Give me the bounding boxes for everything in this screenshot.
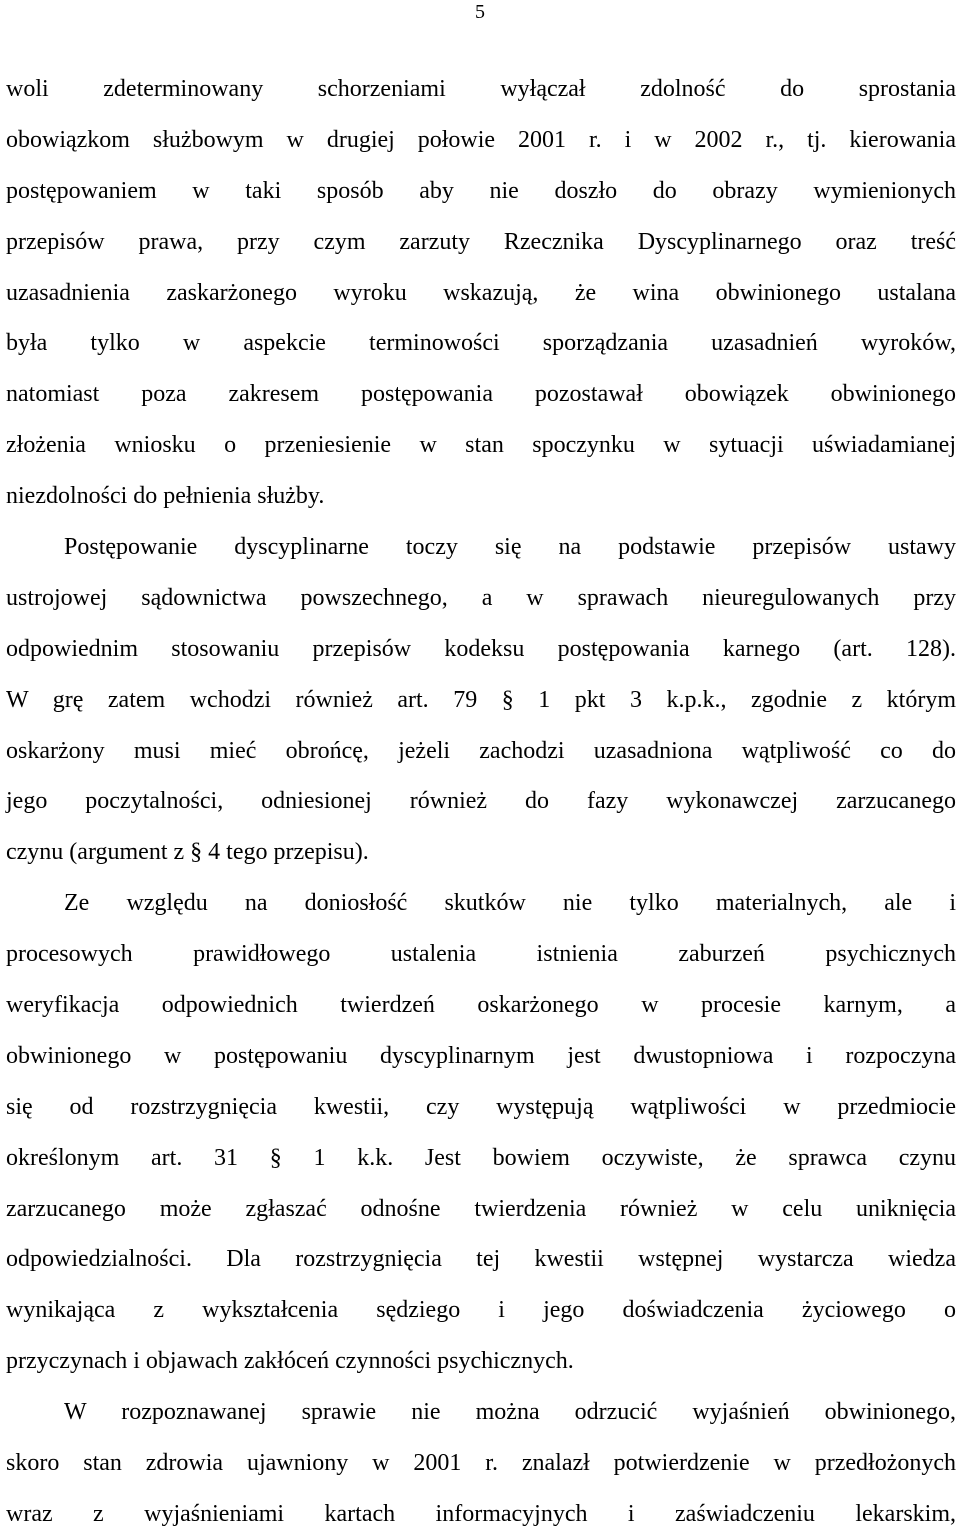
text-line: zarzucanego może zgłaszać odnośne twierdzenia również w celu uniknięcia (6, 1195, 956, 1222)
text-line: postępowaniem w taki sposób aby nie doszło do obrazy wymienionych (6, 177, 956, 204)
text-line: W rozpoznawanej sprawie nie można odrzucić wyjaśnień obwinionego, (64, 1399, 956, 1426)
text-line: woli zdeterminowany schorzeniami wyłączał zdolność do sprostania (6, 76, 956, 102)
text-line: wynikająca z wykształcenia sędziego i jego doświadczenia życiowego o (6, 1297, 956, 1324)
text-line: odpowiednim stosowaniu przepisów kodeksu postępowania karnego (art. 128). (6, 635, 956, 662)
text-line: natomiast poza zakresem postępowania pozostawał obowiązek obwinionego (6, 381, 956, 408)
text-line: czynu (argument z § 4 tego przepisu). (6, 839, 369, 866)
text-line: obowiązkom służbowym w drugiej połowie 2001 r. i w 2002 r., tj. kierowania (6, 126, 956, 153)
text-line: weryfikacja odpowiednich twierdzeń oskarżonego w procesie karnym, a (6, 992, 956, 1019)
text-line: obwinionego w postępowaniu dyscyplinarnym jest dwustopniowa i rozpoczyna (6, 1042, 956, 1069)
text-line: złożenia wniosku o przeniesienie w stan spoczynku w sytuacji uświadamianej (6, 432, 956, 459)
text-line: procesowych prawidłowego ustalenia istnienia zaburzeń psychicznych (6, 941, 956, 968)
text-line: uzasadnienia zaskarżonego wyroku wskazują, że wina obwinionego ustalana (6, 279, 956, 306)
text-line: przepisów prawa, przy czym zarzuty Rzecznika Dyscyplinarnego oraz treść (6, 228, 956, 255)
text-line: Postępowanie dyscyplinarne toczy się na podstawie przepisów ustawy (64, 534, 956, 561)
page-number: 5 (475, 1, 485, 23)
text-line: przyczynach i objawach zakłóceń czynności psychicznych. (6, 1348, 574, 1375)
text-line: się od rozstrzygnięcia kwestii, czy występują wątpliwości w przedmiocie (6, 1093, 956, 1120)
text-line: odpowiedzialności. Dla rozstrzygnięcia tej kwestii wstępnej wystarcza wiedza (6, 1246, 956, 1273)
text-line: niezdolności do pełnienia służby. (6, 483, 325, 510)
text-line: skoro stan zdrowia ujawniony w 2001 r. znalazł potwierdzenie w przedłożonych (6, 1450, 956, 1477)
text-line: określonym art. 31 § 1 k.k. Jest bowiem oczywiste, że sprawca czynu (6, 1144, 956, 1171)
text-line: wraz z wyjaśnieniami kartach informacyjnych i zaświadczeniu lekarskim, (6, 1500, 956, 1527)
text-line: oskarżony musi mieć obrońcę, jeżeli zachodzi uzasadniona wątpliwość co do (6, 737, 956, 764)
text-line: jego poczytalności, odniesionej również do fazy wykonawczej zarzucanego (6, 788, 956, 815)
text-line: W grę zatem wchodzi również art. 79 § 1 pkt 3 k.p.k., zgodnie z którym (6, 686, 956, 713)
text-line: była tylko w aspekcie terminowości sporządzania uzasadnień wyroków, (6, 330, 956, 357)
text-line: ustrojowej sądownictwa powszechnego, a w sprawach nieuregulowanych przy (6, 584, 956, 611)
document-body (6, 64, 956, 1540)
text-line: Ze względu na doniosłość skutków nie tylko materialnych, ale i (64, 890, 956, 917)
